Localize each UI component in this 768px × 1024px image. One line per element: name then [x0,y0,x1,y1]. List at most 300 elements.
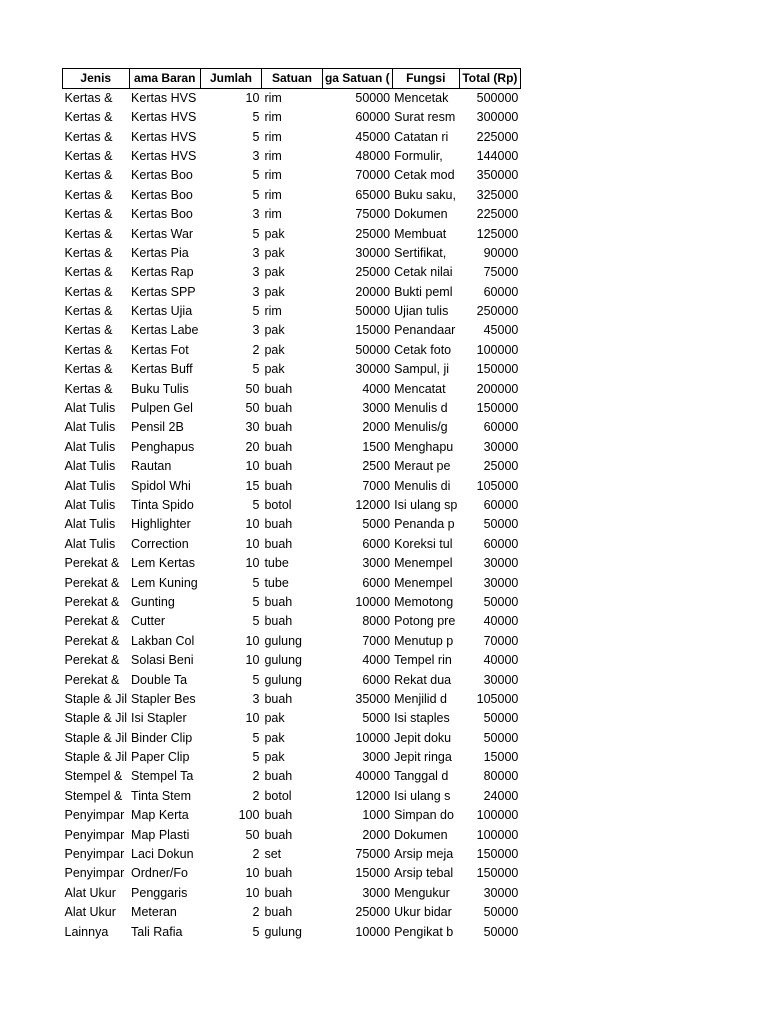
cell-satuan[interactable]: pak [264,730,285,745]
cell-jumlah[interactable]: 5 [252,614,260,629]
cell-fungsi[interactable]: Rekat dua [394,672,452,687]
cell-jenis[interactable]: Kertas & [64,265,113,280]
cell-jumlah[interactable]: 5 [252,362,260,377]
cell-fungsi[interactable]: Arsip tebal [394,866,454,881]
cell-jumlah[interactable]: 10 [245,459,260,474]
cell-harga-satuan[interactable]: 48000 [355,148,391,163]
cell-jumlah[interactable]: 5 [252,575,260,590]
cell-fungsi[interactable]: Dokumen [394,827,448,842]
cell-nama-barang[interactable]: Stapler Bes [131,691,196,706]
cell-jenis[interactable]: Perekat & [64,672,120,687]
cell-jenis[interactable]: Alat Tulis [64,420,116,435]
cell-harga-satuan[interactable]: 12000 [355,788,391,803]
cell-jenis[interactable]: Stempel & [64,788,123,803]
cell-satuan[interactable]: set [264,847,282,862]
cell-jenis[interactable]: Perekat & [64,594,120,609]
cell-fungsi[interactable]: Tanggal d [394,769,449,784]
cell-fungsi[interactable]: Menempel [394,556,453,571]
cell-fungsi[interactable]: Mengukur [394,885,450,900]
cell-nama-barang[interactable]: Meteran [131,905,177,920]
cell-satuan[interactable]: botol [264,498,292,512]
cell-jenis[interactable]: Alat Tulis [64,536,116,551]
header-satuan[interactable]: Satuan [261,69,322,89]
cell-fungsi[interactable]: Isi staples [394,711,450,726]
cell-fungsi[interactable]: Menulis di [394,478,451,493]
cell-nama-barang[interactable]: Kertas SPP [131,284,196,299]
header-nama-barang[interactable]: ama Baran [129,69,200,89]
cell-fungsi[interactable]: Pengikat b [394,924,454,939]
cell-jenis[interactable]: Alat Tulis [64,439,116,454]
cell-total[interactable]: 70000 [483,633,519,648]
cell-harga-satuan[interactable]: 6000 [362,536,391,551]
cell-nama-barang[interactable]: Lem Kertas [131,556,195,571]
cell-satuan[interactable]: pak [264,362,285,377]
cell-satuan[interactable]: buah [264,517,293,532]
cell-harga-satuan[interactable]: 75000 [355,207,391,222]
cell-total[interactable]: 30000 [483,439,519,454]
cell-total[interactable]: 75000 [483,265,519,280]
cell-harga-satuan[interactable]: 70000 [355,168,391,183]
cell-satuan[interactable]: pak [264,342,285,357]
cell-fungsi[interactable]: Menempel [394,575,453,590]
cell-satuan[interactable]: gulung [264,924,302,939]
header-total[interactable]: Total (Rp) [459,69,520,89]
cell-harga-satuan[interactable]: 65000 [355,187,391,202]
cell-satuan[interactable]: rim [264,110,282,125]
cell-jumlah[interactable]: 3 [252,207,260,222]
cell-fungsi[interactable]: Jepit doku [394,730,452,745]
cell-jenis[interactable]: Kertas & [64,148,113,163]
cell-fungsi[interactable]: Buku saku, [394,187,456,202]
cell-jenis[interactable]: Perekat & [64,575,120,590]
cell-harga-satuan[interactable]: 1500 [362,439,391,454]
cell-jumlah[interactable]: 10 [245,711,260,726]
cell-fungsi[interactable]: Arsip meja [394,847,454,862]
cell-nama-barang[interactable]: Lakban Col [131,633,195,648]
cell-jumlah[interactable]: 10 [245,653,260,668]
cell-nama-barang[interactable]: Tinta Spido [131,498,194,512]
cell-jumlah[interactable]: 3 [252,323,260,338]
cell-harga-satuan[interactable]: 15000 [355,323,391,338]
cell-total[interactable]: 40000 [483,653,519,668]
cell-satuan[interactable]: buah [264,420,293,435]
cell-nama-barang[interactable]: Tinta Stem [131,788,192,803]
cell-fungsi[interactable]: Surat resm [394,110,456,125]
cell-jenis[interactable]: Perekat & [64,653,120,668]
cell-satuan[interactable]: pak [264,245,285,260]
cell-nama-barang[interactable]: Map Kerta [131,808,189,823]
cell-satuan[interactable]: gulung [264,672,302,687]
cell-total[interactable]: 100000 [476,827,519,842]
cell-nama-barang[interactable]: Solasi Beni [131,653,194,668]
cell-fungsi[interactable]: Cetak foto [394,342,452,357]
cell-jumlah[interactable]: 3 [252,691,260,706]
cell-fungsi[interactable]: Menghapu [394,439,454,454]
cell-total[interactable]: 150000 [476,401,519,416]
cell-nama-barang[interactable]: Ordner/Fo [131,866,188,881]
cell-jenis[interactable]: Perekat & [64,614,120,629]
cell-harga-satuan[interactable]: 7000 [362,633,391,648]
cell-nama-barang[interactable]: Paper Clip [131,750,190,765]
cell-harga-satuan[interactable]: 1000 [362,808,391,823]
cell-satuan[interactable]: tube [264,575,289,590]
cell-total[interactable]: 60000 [483,536,519,551]
cell-fungsi[interactable]: Sampul, ji [394,362,450,377]
cell-fungsi[interactable]: Koreksi tul [394,536,453,551]
cell-total[interactable]: 105000 [476,691,519,706]
cell-satuan[interactable]: buah [264,401,293,416]
cell-jumlah[interactable]: 5 [252,187,260,202]
cell-jenis[interactable]: Staple & Jil [64,691,128,706]
cell-jenis[interactable]: Kertas & [64,91,113,105]
cell-satuan[interactable]: rim [264,91,282,105]
cell-harga-satuan[interactable]: 35000 [355,691,391,706]
cell-satuan[interactable]: rim [264,148,282,163]
header-jumlah[interactable]: Jumlah [200,69,261,89]
cell-fungsi[interactable]: Isi ulang s [394,788,451,803]
cell-jumlah[interactable]: 5 [252,226,260,241]
cell-jumlah[interactable]: 2 [252,769,260,784]
cell-fungsi[interactable]: Ukur bidar [394,905,452,920]
cell-jenis[interactable]: Penyimpar [64,866,125,881]
cell-total[interactable]: 30000 [483,672,519,687]
cell-nama-barang[interactable]: Spidol Whi [131,478,191,493]
cell-jumlah[interactable]: 10 [245,866,260,881]
cell-harga-satuan[interactable]: 4000 [362,381,391,396]
cell-harga-satuan[interactable]: 40000 [355,769,391,784]
cell-total[interactable]: 60000 [483,284,519,299]
cell-satuan[interactable]: buah [264,439,293,454]
cell-total[interactable]: 60000 [483,498,519,512]
cell-total[interactable]: 500000 [476,91,519,105]
cell-jenis[interactable]: Kertas & [64,226,113,241]
cell-total[interactable]: 90000 [483,245,519,260]
cell-jenis[interactable]: Staple & Jil [64,711,128,726]
cell-fungsi[interactable]: Ujian tulis [394,304,449,319]
cell-jumlah[interactable]: 50 [245,401,260,416]
cell-fungsi[interactable]: Jepit ringa [394,750,452,765]
cell-nama-barang[interactable]: Kertas Boo [131,207,193,222]
cell-jumlah[interactable]: 2 [252,847,260,862]
cell-total[interactable]: 50000 [483,905,519,920]
cell-fungsi[interactable]: Memotong [394,594,454,609]
cell-satuan[interactable]: rim [264,129,282,144]
cell-satuan[interactable]: gulung [264,633,302,648]
cell-nama-barang[interactable]: Penggaris [131,885,188,900]
cell-nama-barang[interactable]: Pensil 2B [131,420,184,435]
cell-jumlah[interactable]: 10 [245,91,260,105]
cell-jenis[interactable]: Kertas & [64,342,113,357]
cell-fungsi[interactable]: Menjilid d [394,691,447,706]
cell-harga-satuan[interactable]: 25000 [355,226,391,241]
cell-total[interactable]: 50000 [483,924,519,939]
cell-harga-satuan[interactable]: 50000 [355,304,391,319]
cell-satuan[interactable]: buah [264,536,293,551]
cell-fungsi[interactable]: Menulis d [394,401,448,416]
cell-harga-satuan[interactable]: 10000 [355,924,391,939]
cell-harga-satuan[interactable]: 5000 [362,711,391,726]
cell-jenis[interactable]: Perekat & [64,556,120,571]
cell-nama-barang[interactable]: Tali Rafia [131,924,183,939]
cell-total[interactable]: 50000 [483,711,519,726]
cell-harga-satuan[interactable]: 3000 [362,401,391,416]
cell-satuan[interactable]: buah [264,478,293,493]
cell-jenis[interactable]: Penyimpar [64,847,125,862]
cell-satuan[interactable]: buah [264,905,293,920]
cell-jumlah[interactable]: 15 [245,478,260,493]
cell-jumlah[interactable]: 3 [252,245,260,260]
cell-fungsi[interactable]: Tempel rin [394,653,452,668]
cell-satuan[interactable]: tube [264,556,289,571]
cell-jenis[interactable]: Kertas & [64,304,113,319]
cell-jumlah[interactable]: 3 [252,284,260,299]
cell-total[interactable]: 150000 [476,866,519,881]
header-fungsi[interactable]: Fungsi [392,69,459,89]
cell-jumlah[interactable]: 5 [252,110,260,125]
cell-nama-barang[interactable]: Binder Clip [131,730,193,745]
cell-total[interactable]: 50000 [483,730,519,745]
cell-fungsi[interactable]: Dokumen [394,207,448,222]
cell-satuan[interactable]: pak [264,226,285,241]
cell-fungsi[interactable]: Mencatat [394,381,446,396]
cell-total[interactable]: 225000 [476,207,519,222]
cell-jenis[interactable]: Alat Ukur [64,905,116,920]
cell-satuan[interactable]: buah [264,614,293,629]
cell-nama-barang[interactable]: Double Ta [131,672,188,687]
cell-fungsi[interactable]: Formulir, [394,148,443,163]
cell-jenis[interactable]: Penyimpar [64,827,125,842]
cell-total[interactable]: 80000 [483,769,519,784]
cell-total[interactable]: 150000 [476,847,519,862]
cell-nama-barang[interactable]: Rautan [131,459,172,474]
cell-total[interactable]: 150000 [476,362,519,377]
cell-jenis[interactable]: Kertas & [64,129,113,144]
cell-harga-satuan[interactable]: 3000 [362,556,391,571]
header-harga-satuan[interactable]: ga Satuan ( [322,69,392,89]
cell-jenis[interactable]: Kertas & [64,168,113,183]
cell-harga-satuan[interactable]: 50000 [355,91,391,105]
cell-jenis[interactable]: Alat Ukur [64,885,116,900]
cell-satuan[interactable]: pak [264,711,285,726]
cell-harga-satuan[interactable]: 30000 [355,362,391,377]
cell-jumlah[interactable]: 30 [245,420,260,435]
cell-total[interactable]: 30000 [483,556,519,571]
cell-fungsi[interactable]: Menulis/g [394,420,448,435]
cell-harga-satuan[interactable]: 7000 [362,478,391,493]
cell-harga-satuan[interactable]: 25000 [355,905,391,920]
cell-jenis[interactable]: Penyimpar [64,808,125,823]
cell-jenis[interactable]: Perekat & [64,633,120,648]
cell-total[interactable]: 300000 [476,110,519,125]
cell-jenis[interactable]: Kertas & [64,110,113,125]
cell-nama-barang[interactable]: Kertas Rap [131,265,194,280]
cell-jumlah[interactable]: 20 [245,439,260,454]
cell-nama-barang[interactable]: Kertas Buff [131,362,193,377]
cell-nama-barang[interactable]: Gunting [131,594,175,609]
cell-harga-satuan[interactable]: 20000 [355,284,391,299]
cell-fungsi[interactable]: Bukti peml [394,284,453,299]
cell-jenis[interactable]: Staple & Jil [64,750,128,765]
cell-nama-barang[interactable]: Kertas Pia [131,245,189,260]
cell-jumlah[interactable]: 2 [252,342,260,357]
cell-fungsi[interactable]: Mencetak [394,91,449,105]
cell-jumlah[interactable]: 50 [245,381,260,396]
cell-jumlah[interactable]: 5 [252,304,260,319]
cell-nama-barang[interactable]: Penghapus [131,439,195,454]
cell-harga-satuan[interactable]: 10000 [355,730,391,745]
cell-jenis[interactable]: Alat Tulis [64,517,116,532]
cell-fungsi[interactable]: Cetak mod [394,168,455,183]
cell-harga-satuan[interactable]: 6000 [362,575,391,590]
cell-satuan[interactable]: gulung [264,653,302,668]
cell-jumlah[interactable]: 2 [252,905,260,920]
cell-total[interactable]: 100000 [476,808,519,823]
cell-harga-satuan[interactable]: 15000 [355,866,391,881]
cell-nama-barang[interactable]: Map Plasti [131,827,190,842]
cell-nama-barang[interactable]: Kertas HVS [131,129,197,144]
cell-harga-satuan[interactable]: 8000 [362,614,391,629]
cell-satuan[interactable]: buah [264,594,293,609]
cell-fungsi[interactable]: Menutup p [394,633,454,648]
cell-harga-satuan[interactable]: 3000 [362,750,391,765]
cell-satuan[interactable]: buah [264,691,293,706]
cell-fungsi[interactable]: Membuat [394,226,447,241]
cell-jenis[interactable]: Kertas & [64,207,113,222]
cell-nama-barang[interactable]: Pulpen Gel [131,401,193,416]
cell-nama-barang[interactable]: Kertas HVS [131,110,197,125]
cell-harga-satuan[interactable]: 2000 [362,827,391,842]
cell-satuan[interactable]: pak [264,284,285,299]
cell-nama-barang[interactable]: Kertas War [131,226,194,241]
cell-total[interactable]: 200000 [476,381,519,396]
cell-harga-satuan[interactable]: 25000 [355,265,391,280]
cell-jumlah[interactable]: 10 [245,556,260,571]
cell-jumlah[interactable]: 50 [245,827,260,842]
cell-harga-satuan[interactable]: 2000 [362,420,391,435]
cell-nama-barang[interactable]: Buku Tulis [131,381,189,396]
cell-harga-satuan[interactable]: 5000 [362,517,391,532]
cell-harga-satuan[interactable]: 60000 [355,110,391,125]
cell-satuan[interactable]: pak [264,265,285,280]
cell-harga-satuan[interactable]: 2500 [362,459,391,474]
cell-fungsi[interactable]: Catatan ri [394,129,449,144]
cell-total[interactable]: 325000 [476,187,519,202]
cell-jumlah[interactable]: 100 [238,808,260,823]
cell-satuan[interactable]: rim [264,168,282,183]
cell-jumlah[interactable]: 3 [252,148,260,163]
cell-total[interactable]: 350000 [476,168,519,183]
cell-nama-barang[interactable]: Kertas HVS [131,148,197,163]
cell-jumlah[interactable]: 2 [252,788,260,803]
cell-jumlah[interactable]: 3 [252,265,260,280]
cell-total[interactable]: 60000 [483,420,519,435]
cell-nama-barang[interactable]: Lem Kuning [131,575,198,590]
cell-total[interactable]: 105000 [476,478,519,493]
cell-fungsi[interactable]: Meraut pe [394,459,451,474]
cell-nama-barang[interactable]: Kertas Fot [131,342,189,357]
cell-nama-barang[interactable]: Correction [131,536,189,551]
cell-jumlah[interactable]: 5 [252,129,260,144]
cell-fungsi[interactable]: Simpan do [394,808,454,823]
cell-fungsi[interactable]: Sertifikat, [394,245,447,260]
cell-satuan[interactable]: botol [264,788,292,803]
cell-fungsi[interactable]: Penanda p [394,517,455,532]
cell-jumlah[interactable]: 10 [245,536,260,551]
cell-jenis[interactable]: Alat Tulis [64,401,116,416]
cell-fungsi[interactable]: Cetak nilai [394,265,453,280]
cell-satuan[interactable]: buah [264,381,293,396]
cell-jenis[interactable]: Kertas & [64,284,113,299]
cell-total[interactable]: 50000 [483,594,519,609]
cell-jumlah[interactable]: 5 [252,730,260,745]
cell-jumlah[interactable]: 5 [252,750,260,765]
cell-total[interactable]: 45000 [483,323,519,338]
cell-nama-barang[interactable]: Highlighter [131,517,191,532]
cell-nama-barang[interactable]: Laci Dokun [131,847,194,862]
cell-jumlah[interactable]: 10 [245,517,260,532]
cell-satuan[interactable]: rim [264,207,282,222]
cell-satuan[interactable]: buah [264,459,293,474]
cell-jumlah[interactable]: 10 [245,633,260,648]
cell-satuan[interactable]: pak [264,323,285,338]
cell-jumlah[interactable]: 5 [252,498,260,512]
cell-satuan[interactable]: buah [264,769,293,784]
cell-nama-barang[interactable]: Kertas HVS [131,91,197,105]
cell-jenis[interactable]: Alat Tulis [64,459,116,474]
cell-total[interactable]: 15000 [483,750,519,765]
cell-harga-satuan[interactable]: 4000 [362,653,391,668]
cell-fungsi[interactable]: Penandaar [394,323,456,338]
cell-total[interactable]: 144000 [476,148,519,163]
cell-harga-satuan[interactable]: 45000 [355,129,391,144]
cell-harga-satuan[interactable]: 6000 [362,672,391,687]
cell-jenis[interactable]: Kertas & [64,362,113,377]
cell-total[interactable]: 250000 [476,304,519,319]
cell-jenis[interactable]: Stempel & [64,769,123,784]
cell-fungsi[interactable]: Potong pre [394,614,456,629]
cell-total[interactable]: 225000 [476,129,519,144]
cell-satuan[interactable]: buah [264,885,293,900]
cell-jenis[interactable]: Alat Tulis [64,478,116,493]
cell-nama-barang[interactable]: Stempel Ta [131,769,194,784]
cell-total[interactable]: 25000 [483,459,519,474]
cell-jumlah[interactable]: 5 [252,594,260,609]
cell-fungsi[interactable]: Isi ulang sp [394,498,458,512]
cell-satuan[interactable]: buah [264,827,293,842]
cell-satuan[interactable]: buah [264,808,293,823]
cell-satuan[interactable]: pak [264,750,285,765]
cell-jenis[interactable]: Kertas & [64,187,113,202]
cell-nama-barang[interactable]: Isi Stapler [131,711,187,726]
cell-jenis[interactable]: Kertas & [64,323,113,338]
cell-harga-satuan[interactable]: 10000 [355,594,391,609]
cell-jenis[interactable]: Kertas & [64,245,113,260]
cell-total[interactable]: 100000 [476,342,519,357]
cell-total[interactable]: 30000 [483,885,519,900]
cell-nama-barang[interactable]: Kertas Labe [131,323,199,338]
cell-jumlah[interactable]: 5 [252,924,260,939]
cell-harga-satuan[interactable]: 12000 [355,498,391,512]
cell-satuan[interactable]: rim [264,304,282,319]
cell-total[interactable]: 50000 [483,517,519,532]
cell-harga-satuan[interactable]: 50000 [355,342,391,357]
cell-harga-satuan[interactable]: 75000 [355,847,391,862]
cell-nama-barang[interactable]: Kertas Boo [131,187,193,202]
cell-total[interactable]: 125000 [476,226,519,241]
cell-nama-barang[interactable]: Kertas Boo [131,168,193,183]
cell-nama-barang[interactable]: Cutter [131,614,166,629]
cell-jumlah[interactable]: 5 [252,672,260,687]
